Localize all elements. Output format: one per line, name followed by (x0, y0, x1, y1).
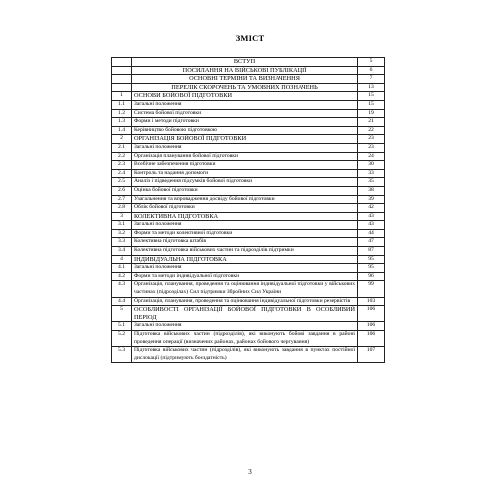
section-number: 1.1 (112, 100, 132, 109)
section-number: 5.2 (112, 331, 132, 347)
table-row (112, 221, 385, 230)
section-page: 22 (358, 126, 385, 135)
section-number: 3.1 (112, 221, 132, 230)
section-title: ПОСИЛАННЯ НА ВІЙСЬКОВІ ПУБЛІКАЦІЇ (132, 66, 358, 75)
section-page: 47 (358, 238, 385, 247)
section-page: 21 (358, 118, 385, 127)
table-row (112, 347, 385, 363)
section-title: Підготовка військових частин (підрозділів), які виконують бойові завдання в районі проведення операції (визначених районах, районах бойового чергування) (132, 331, 358, 347)
section-number: 4.2 (112, 272, 132, 281)
section-number: 2.6 (112, 186, 132, 195)
table-row (112, 109, 385, 118)
section-page: 106 (358, 322, 385, 331)
section-number: 1.2 (112, 109, 132, 118)
section-title: ОСНОВНІ ТЕРМІНИ ТА ВИЗНАЧЕННЯ (132, 75, 358, 84)
table-row (112, 264, 385, 273)
section-title: ОРГАНІЗАЦІЯ БОЙОВОЇ ПІДГОТОВКИ (132, 135, 358, 144)
section-page: 44 (358, 229, 385, 238)
section-page: 106 (358, 306, 385, 322)
section-page: 23 (358, 135, 385, 144)
table-row (112, 178, 385, 187)
table-row (112, 281, 385, 297)
section-page: 19 (358, 109, 385, 118)
table-row (112, 66, 385, 75)
section-number: 2.5 (112, 178, 132, 187)
section-number: 1.4 (112, 126, 132, 135)
section-page: 7 (358, 75, 385, 84)
section-number (112, 75, 132, 84)
section-number (112, 83, 132, 92)
section-title: Форми та методи індивідуальної підготовки (132, 272, 358, 281)
section-page: 13 (358, 83, 385, 92)
section-number: 1 (112, 92, 132, 101)
section-number: 5 (112, 306, 132, 322)
section-title: Загальні положення (132, 322, 358, 331)
section-number (112, 58, 132, 67)
table-row (112, 238, 385, 247)
section-title: Загальні положення (132, 221, 358, 230)
table-row (112, 169, 385, 178)
section-number: 3.3 (112, 238, 132, 247)
table-row (112, 331, 385, 347)
table-row (112, 58, 385, 67)
section-title: Форми і методи підготовки (132, 118, 358, 127)
section-page: 95 (358, 264, 385, 273)
section-number: 4.3 (112, 281, 132, 297)
section-number: 3.2 (112, 229, 132, 238)
section-title: Загальні положення (132, 143, 358, 152)
page-number: 3 (248, 468, 252, 476)
section-number (112, 66, 132, 75)
section-title: Контроль та надання допомоги (132, 169, 358, 178)
section-title: Колективна підготовка штабів (132, 238, 358, 247)
table-row (112, 204, 385, 213)
table-row (112, 100, 385, 109)
section-title: ВСТУП (132, 58, 358, 67)
section-page: 5 (358, 58, 385, 67)
contents-table-body (112, 58, 385, 363)
table-row (112, 143, 385, 152)
section-title: Загальні положення (132, 264, 358, 273)
section-number: 2.2 (112, 152, 132, 161)
section-title: Підготовка військових частин (підрозділів), які виконують завдання в пунктах постійної дислокації (підтримують боєздатність) (132, 347, 358, 363)
section-title: Облік бойової підготовки (132, 204, 358, 213)
table-row (112, 135, 385, 144)
section-number: 4.1 (112, 264, 132, 273)
table-row (112, 75, 385, 84)
table-row (112, 83, 385, 92)
section-title: ПЕРЕЛІК СКОРОЧЕНЬ ТА УМОВНИХ ПОЗНАЧЕНЬ (132, 83, 358, 92)
section-title: Колективна підготовка військових частин та підрозділів підтримки (132, 247, 358, 256)
table-row (112, 186, 385, 195)
section-title: КОЛЕКТИВНА ПІДГОТОВКА (132, 212, 358, 221)
table-row (112, 92, 385, 101)
section-page: 6 (358, 66, 385, 75)
section-number: 1.3 (112, 118, 132, 127)
section-page: 42 (358, 204, 385, 213)
section-title: Загальні положення (132, 100, 358, 109)
section-page: 15 (358, 92, 385, 101)
section-number: 4 (112, 255, 132, 264)
section-page: 103 (358, 297, 385, 306)
section-page: 95 (358, 255, 385, 264)
section-number: 5.1 (112, 322, 132, 331)
table-row (112, 126, 385, 135)
section-number: 2.1 (112, 143, 132, 152)
section-page: 43 (358, 221, 385, 230)
table-row (112, 306, 385, 322)
section-page: 24 (358, 152, 385, 161)
section-title: Організація, планування, проведення та оцінювання індивідуальної підготовки резервістів (132, 297, 358, 306)
section-page: 96 (358, 272, 385, 281)
table-row (112, 247, 385, 256)
table-row (112, 322, 385, 331)
section-number: 3 (112, 212, 132, 221)
section-number: 2 (112, 135, 132, 144)
section-title: Організація планування бойової підготовки (132, 152, 358, 161)
section-number: 2.7 (112, 195, 132, 204)
section-number: 2.4 (112, 169, 132, 178)
section-page: 30 (358, 161, 385, 170)
table-row (112, 195, 385, 204)
section-number: 3.4 (112, 247, 132, 256)
section-title: ІНДИВІДУАЛЬНА ПІДГОТОВКА (132, 255, 358, 264)
contents-table (111, 57, 385, 363)
section-title: Система бойової підготовки (132, 109, 358, 118)
table-row (112, 229, 385, 238)
section-page: 38 (358, 186, 385, 195)
section-page: 35 (358, 178, 385, 187)
section-page: 107 (358, 347, 385, 363)
section-number: 4.4 (112, 297, 132, 306)
table-row (112, 255, 385, 264)
section-page: 39 (358, 195, 385, 204)
table-row (112, 118, 385, 127)
section-title: ОСНОВИ БОЙОВОЇ ПІДГОТОВКИ (132, 92, 358, 101)
section-title: Узагальнення та впровадження досвіду бойової підготовки (132, 195, 358, 204)
section-title: ОСОБЛИВОСТІ ОРГАНІЗАЦІЇ БОЙОВОЇ ПІДГОТОВКИ В ОСОБЛИВИЙ ПЕРІОД (132, 306, 358, 322)
section-number: 5.3 (112, 347, 132, 363)
table-row (112, 272, 385, 281)
section-page: 99 (358, 281, 385, 297)
section-page: 87 (358, 247, 385, 256)
section-title: Форми та методи колективної підготовки (132, 229, 358, 238)
section-number: 2.8 (112, 204, 132, 213)
section-page: 106 (358, 331, 385, 347)
table-row (112, 212, 385, 221)
page-title: ЗМІСТ (235, 33, 265, 43)
section-title: Керівництво бойовою підготовкою (132, 126, 358, 135)
section-title: Організація, планування, проведення та оцінювання індивідуальної підготовки у військових частинах (підрозділах) Сил підтримки Збройних Сил України (132, 281, 358, 297)
section-title: Оцінка бойової підготовки (132, 186, 358, 195)
section-page: 43 (358, 212, 385, 221)
table-row (112, 161, 385, 170)
section-page: 23 (358, 143, 385, 152)
section-number: 2.3 (112, 161, 132, 170)
section-title: Всебічне забезпечення підготовки (132, 161, 358, 170)
section-page: 33 (358, 169, 385, 178)
table-row (112, 297, 385, 306)
section-title: Аналіз і підведення підсумків бойової підготовки (132, 178, 358, 187)
section-page: 15 (358, 100, 385, 109)
table-row (112, 152, 385, 161)
